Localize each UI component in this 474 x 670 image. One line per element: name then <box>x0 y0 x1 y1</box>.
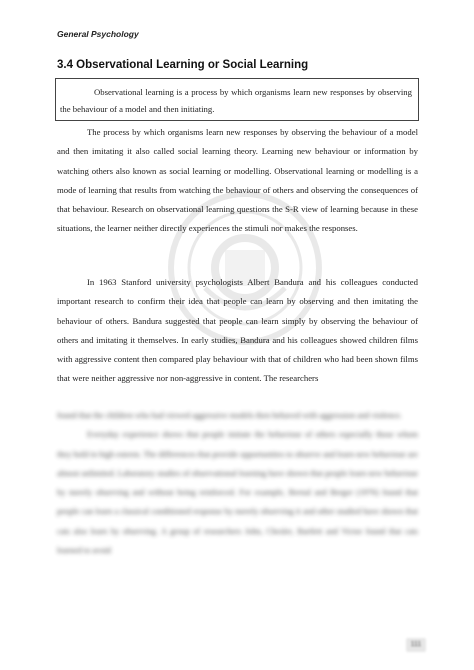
definition-box <box>55 78 419 121</box>
page-number: 111 <box>406 638 426 652</box>
running-head: General Psychology <box>57 29 139 39</box>
blurred-paragraph: Everyday experience shows that people imitate the behaviour of others especially those whom they hold in high esteem. The differences that provide opportunities to observe and learn new behaviour are almost unlimited. Laboratory studies of observational learning have shown that people learn new behaviour by merely observing and without being reinforced. For example, Bernal and Berger (1976) found that people can learn a classical conditioned response by merely observing it and other studied have shown that cats also learn by observing. A group of researchers John, Chesler, Bartlett and Victor found that cats learned to avoid <box>57 430 418 556</box>
paragraph: In 1963 Stanford university psychologists Albert Bandura and his colleagues conducted important research to confirm their idea that people can learn by observing and then imitating the behaviour of others. Bandura suggested that people can learn simply by observing the behaviour of others and imitating it themselves. In early studies, Bandura and his colleagues showed children films with aggressive content then compared play behaviour with that of children who had been shown films that were neither aggressive nor non-aggressive in content. The researchers <box>57 277 418 384</box>
blurred-paragraph: found that the children who had viewed aggressive models then behaved with aggression and violence. <box>57 411 402 420</box>
blurred-preview-text <box>57 406 418 560</box>
definition-text: Observational learning is a process by which organisms learn new responses by observing the behaviour of a model and then initiating. <box>60 87 412 114</box>
section-title: 3.4 Observational Learning or Social Learning <box>57 59 309 71</box>
paragraph: The process by which organisms learn new responses by observing the behaviour of a model and then imitating it also called social learning theory. Learning new behaviour or information by watching others also known as social learning or modelling. Observational learning or modelling is a mode of learning that results from watching the behaviour of others and observing the consequences of that behaviour. Research on observational learning questions the S-R view of learning because in these situations, the learner neither directly experiences the stimuli nor makes the responses. <box>57 127 418 234</box>
